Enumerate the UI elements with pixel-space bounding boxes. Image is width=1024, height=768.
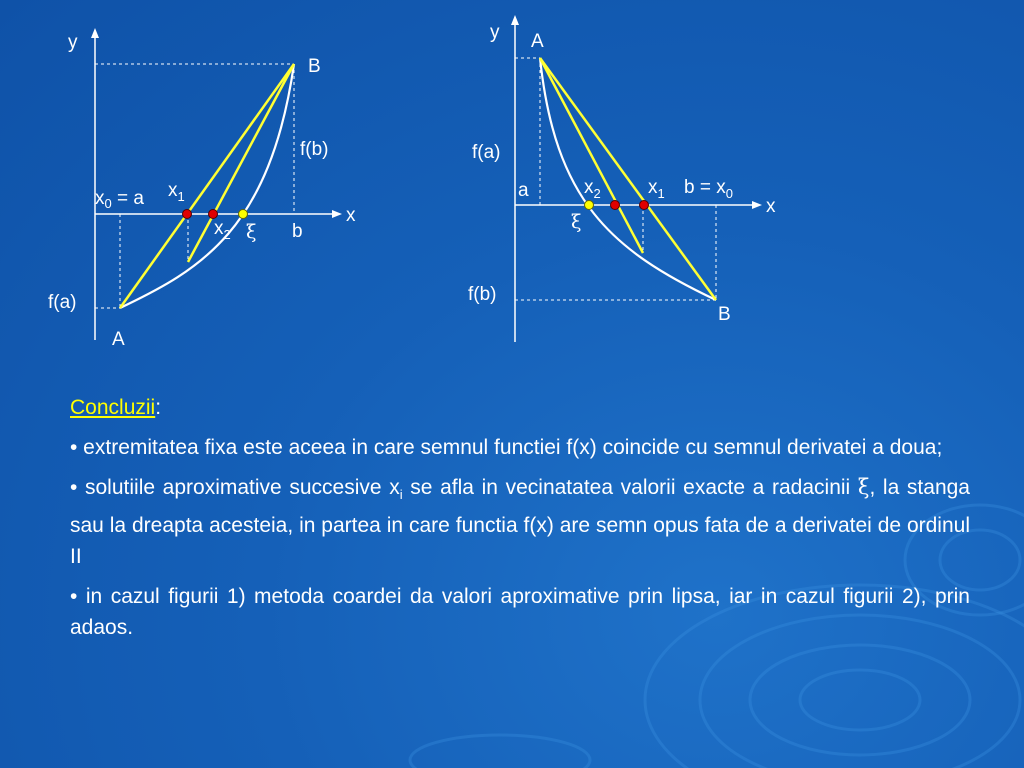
fig2-fa-label: f(a) bbox=[472, 142, 501, 163]
bullet-1: • extremitatea fixa este aceea in care semnul functiei f(x) coincide cu semnul derivatei a doua; bbox=[70, 436, 943, 459]
fig2-point-a-label: A bbox=[531, 31, 544, 52]
fig1-point-xi bbox=[239, 210, 248, 219]
fig1-point-x1 bbox=[183, 210, 192, 219]
fig1-x0-label: $x_0 = a$ bbox=[95, 188, 144, 211]
fig2-chord-ax1 bbox=[540, 58, 643, 253]
fig1-x-label: x bbox=[346, 205, 356, 226]
conclusions-heading-line bbox=[70, 392, 970, 423]
fig1-point-a-label: A bbox=[112, 329, 125, 350]
fig2-a-label: a bbox=[518, 180, 529, 201]
fig1-x-arrow-icon bbox=[332, 210, 342, 218]
fig2-x1-label: $x_1$ bbox=[648, 177, 665, 201]
fig2-y-label: y bbox=[490, 22, 500, 43]
fig2-xi-label: ξ bbox=[571, 211, 582, 233]
fig2-fb-label: f(b) bbox=[468, 284, 497, 305]
fig1-b-label: b bbox=[292, 221, 303, 242]
conclusions-block bbox=[70, 392, 970, 652]
fig2-b-x0-label: $b = x_0$ bbox=[684, 177, 733, 201]
figure-1 bbox=[48, 28, 356, 350]
fig1-fa-label: f(a) bbox=[48, 292, 77, 313]
fig2-y-arrow-icon bbox=[511, 15, 519, 25]
fig1-y-label: y bbox=[68, 32, 78, 53]
fig2-point-b-label: B bbox=[718, 304, 731, 325]
fig1-x2-label: $x_2$ bbox=[214, 218, 231, 242]
fig1-chord-ab bbox=[120, 64, 294, 308]
fig2-x-label: x bbox=[766, 196, 776, 217]
fig2-x-arrow-icon bbox=[752, 201, 762, 209]
bullet-2: • solutiile aproximative succesive $x_i$ se afla in vecinatatea valorii exacte a radacinii ξ, la stanga sau la dreapta acesteia, in partea in care functia f(x) are semn opus fata de a derivatei de ordinul II bbox=[70, 475, 970, 569]
conclusions-heading: Concluzii bbox=[70, 396, 156, 419]
fig1-point-b-label: B bbox=[308, 56, 321, 77]
fig1-fb-label: f(b) bbox=[300, 139, 329, 160]
fig2-x2-label: $x_2$ bbox=[584, 177, 601, 201]
fig2-point-x1 bbox=[640, 201, 649, 210]
fig2-point-x2 bbox=[611, 201, 620, 210]
bullet-3: • in cazul figurii 1) metoda coardei da valori aproximative prin lipsa, iar in cazul figurii 2), prin adaos. bbox=[70, 585, 970, 640]
fig1-chord-x1b bbox=[188, 64, 294, 262]
figure-2 bbox=[468, 15, 776, 342]
fig2-point-xi bbox=[585, 201, 594, 210]
fig1-x1-label: $x_1$ bbox=[168, 180, 185, 204]
fig1-y-arrow-icon bbox=[91, 28, 99, 38]
fig1-xi-label: ξ bbox=[246, 221, 257, 243]
conclusions-colon: : bbox=[155, 396, 162, 419]
